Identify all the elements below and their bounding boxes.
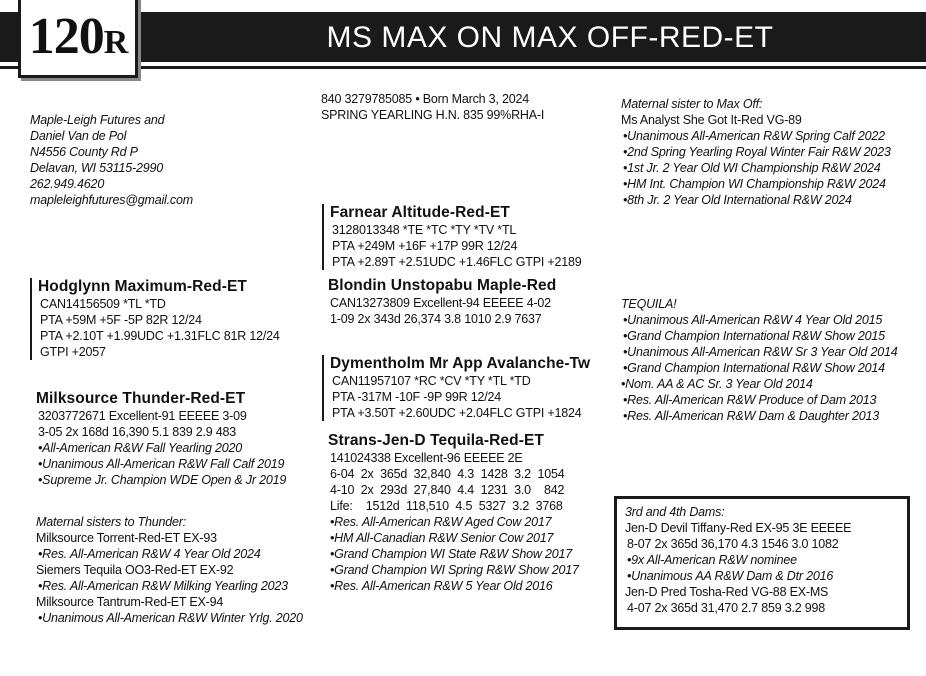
ggdam-honor: •Grand Champion WI State R&W Show 2017: [330, 547, 573, 561]
sister-name: Milksource Tantrum-Red-ET EX-94: [36, 595, 224, 609]
tequila-block: [621, 296, 897, 424]
mggs-line: PTA -317M -10F -9P 99R 12/24: [332, 390, 502, 404]
class-line: SPRING YEARLING H.N. 835 99%RHA-I: [321, 108, 545, 122]
mgs-line: 3128013348 *TE *TC *TY *TV *TL: [332, 223, 517, 237]
page-title: MS MAX ON MAX OFF-RED-ET: [326, 21, 774, 54]
sire-name: Hodglynn Maximum-Red-ET: [38, 278, 247, 295]
tequila-honor: •Unanimous All-American R&W Sr 3 Year Old 2014: [623, 345, 898, 359]
mggs-block: [322, 355, 590, 421]
dam-name: Milksource Thunder-Red-ET: [36, 390, 246, 407]
max-sister-honor: •1st Jr. 2 Year Old WI Championship R&W 2024: [623, 161, 881, 175]
dam-honor: •Unanimous All-American R&W Fall Calf 2019: [38, 457, 285, 471]
ggdam-honor: •Grand Champion WI Spring R&W Show 2017: [330, 563, 579, 577]
animal-info: [321, 91, 544, 123]
lot-number: 120R: [28, 8, 128, 65]
tequila-honor: •Nom. AA & AC Sr. 3 Year Old 2014: [621, 377, 813, 391]
sire-line: PTA +59M +5F -5P 82R 12/24: [40, 313, 202, 327]
dams-box-heading: 3rd and 4th Dams:: [625, 505, 725, 519]
mgs-line: PTA +2.89T +2.51UDC +1.46FLC GTPI +2189: [332, 255, 582, 269]
tequila-honor: •Res. All-American R&W Produce of Dam 2013: [623, 393, 877, 407]
mggs-name: Dymentholm Mr App Avalanche-Tw: [330, 355, 591, 372]
tequila-honor: •Unanimous All-American R&W 4 Year Old 2015: [623, 313, 883, 327]
third-dam-record: 8-07 2x 365d 36,170 4.3 1546 3.0 1082: [627, 537, 839, 551]
mgs-block: [322, 204, 582, 270]
tequila-heading: TEQUILA!: [621, 297, 677, 311]
dam-line: 3203772671 Excellent-91 EEEEE 3-09: [38, 409, 247, 423]
consignor-block: [30, 112, 193, 208]
mggs-connector: [322, 355, 590, 421]
sister-note: •Res. All-American R&W 4 Year Old 2024: [38, 547, 261, 561]
consignor-line: Delavan, WI 53115-2990: [30, 161, 163, 175]
sister-name: Milksource Torrent-Red-ET EX-93: [36, 531, 217, 545]
dam-line: 3-05 2x 168d 16,390 5.1 839 2.9 483: [38, 425, 237, 439]
registration-birth: 840 3279785085 • Born March 3, 2024: [321, 92, 529, 106]
mgs-name: Farnear Altitude-Red-ET: [330, 204, 510, 221]
dams-box: [614, 496, 910, 630]
dam-block: [36, 390, 286, 488]
ggdam-honor: •HM All-Canadian R&W Senior Cow 2017: [330, 531, 554, 545]
header-rule: [0, 66, 926, 69]
ggdam-honor: •Res. All-American R&W Aged Cow 2017: [330, 515, 552, 529]
third-dam-note: •Unanimous AA R&W Dam & Dtr 2016: [627, 569, 834, 583]
sire-line: PTA +2.10T +1.99UDC +1.31FLC 81R 12/24: [40, 329, 280, 343]
consignor-line: Maple-Leigh Futures and: [30, 113, 165, 127]
sister-note: •Res. All-American R&W Milking Yearling 2023: [38, 579, 288, 593]
mgs-connector: [322, 204, 582, 270]
mgs-line: PTA +249M +16F +17P 99R 12/24: [332, 239, 518, 253]
mggs-line: CAN11957107 *RC *CV *TY *TL *TD: [332, 374, 531, 388]
third-dam-note: •9x All-American R&W nominee: [627, 553, 797, 567]
ggdam-line: 141024338 Excellent-96 EEEEE 2E: [330, 451, 523, 465]
third-dam-name: Jen-D Devil Tiffany-Red EX-95 3E EEEEE: [625, 521, 852, 535]
fourth-dam-name: Jen-D Pred Tosha-Red VG-88 EX-MS: [625, 585, 829, 599]
consignor-line: 262.949.4620: [30, 177, 105, 191]
ggdam-block: [328, 432, 579, 594]
sister-note: •Unanimous All-American R&W Winter Yrlg. 2020: [38, 611, 303, 625]
tequila-honor: •Grand Champion International R&W Show 2014: [623, 361, 885, 375]
tequila-honor: •Res. All-American R&W Dam & Daughter 2013: [623, 409, 880, 423]
consignor-line: N4556 County Rd P: [30, 145, 138, 159]
mggs-line: PTA +3.50T +2.60UDC +2.04FLC GTPI +1824: [332, 406, 582, 420]
dam-honor: •Supreme Jr. Champion WDE Open & Jr 2019: [38, 473, 287, 487]
granddam-block: [328, 277, 556, 327]
ggdam-name: Strans-Jen-D Tequila-Red-ET: [328, 432, 544, 449]
granddam-line: 1-09 2x 343d 26,374 3.8 1010 2.9 7637: [330, 312, 542, 326]
max-sister-block: [621, 96, 891, 208]
ggdam-line: Life: 1512d 118,510 4.5 5327 3.2 3768: [330, 499, 563, 513]
thunder-sisters-heading: Maternal sisters to Thunder:: [36, 515, 187, 529]
thunder-sisters: [36, 514, 303, 626]
max-sister-name: Ms Analyst She Got It-Red VG-89: [621, 113, 802, 127]
sister-name: Siemers Tequila OO3-Red-ET EX-92: [36, 563, 234, 577]
dam-honor: •All-American R&W Fall Yearling 2020: [38, 441, 242, 455]
max-sister-honor: •2nd Spring Yearling Royal Winter Fair R&W 2023: [623, 145, 891, 159]
ggdam-honor: •Res. All-American R&W 5 Year Old 2016: [330, 579, 553, 593]
max-sister-honor: •Unanimous All-American R&W Spring Calf 2022: [623, 129, 885, 143]
consignor-email: mapleleighfutures@gmail.com: [30, 193, 193, 207]
sire-connector: [30, 278, 280, 360]
max-sister-honor: •8th Jr. 2 Year Old International R&W 2024: [623, 193, 852, 207]
lot-number-box: [18, 0, 138, 78]
ggdam-line: 4-10 2x 293d 27,840 4.4 1231 3.0 842: [330, 483, 565, 497]
sire-line: GTPI +2057: [40, 345, 106, 359]
granddam-line: CAN13273809 Excellent-94 EEEEE 4-02: [330, 296, 551, 310]
ggdam-line: 6-04 2x 365d 32,840 4.3 1428 3.2 1054: [330, 467, 565, 481]
tequila-honor: •Grand Champion International R&W Show 2015: [623, 329, 885, 343]
fourth-dam-record: 4-07 2x 365d 31,470 2.7 859 3.2 998: [627, 601, 826, 615]
max-sister-honor: •HM Int. Champion WI Championship R&W 2024: [623, 177, 886, 191]
granddam-name: Blondin Unstopabu Maple-Red: [328, 277, 557, 294]
sire-line: CAN14156509 *TL *TD: [40, 297, 166, 311]
consignor-line: Daniel Van de Pol: [30, 129, 127, 143]
max-sister-heading: Maternal sister to Max Off:: [621, 97, 763, 111]
sire-block: [30, 278, 280, 360]
